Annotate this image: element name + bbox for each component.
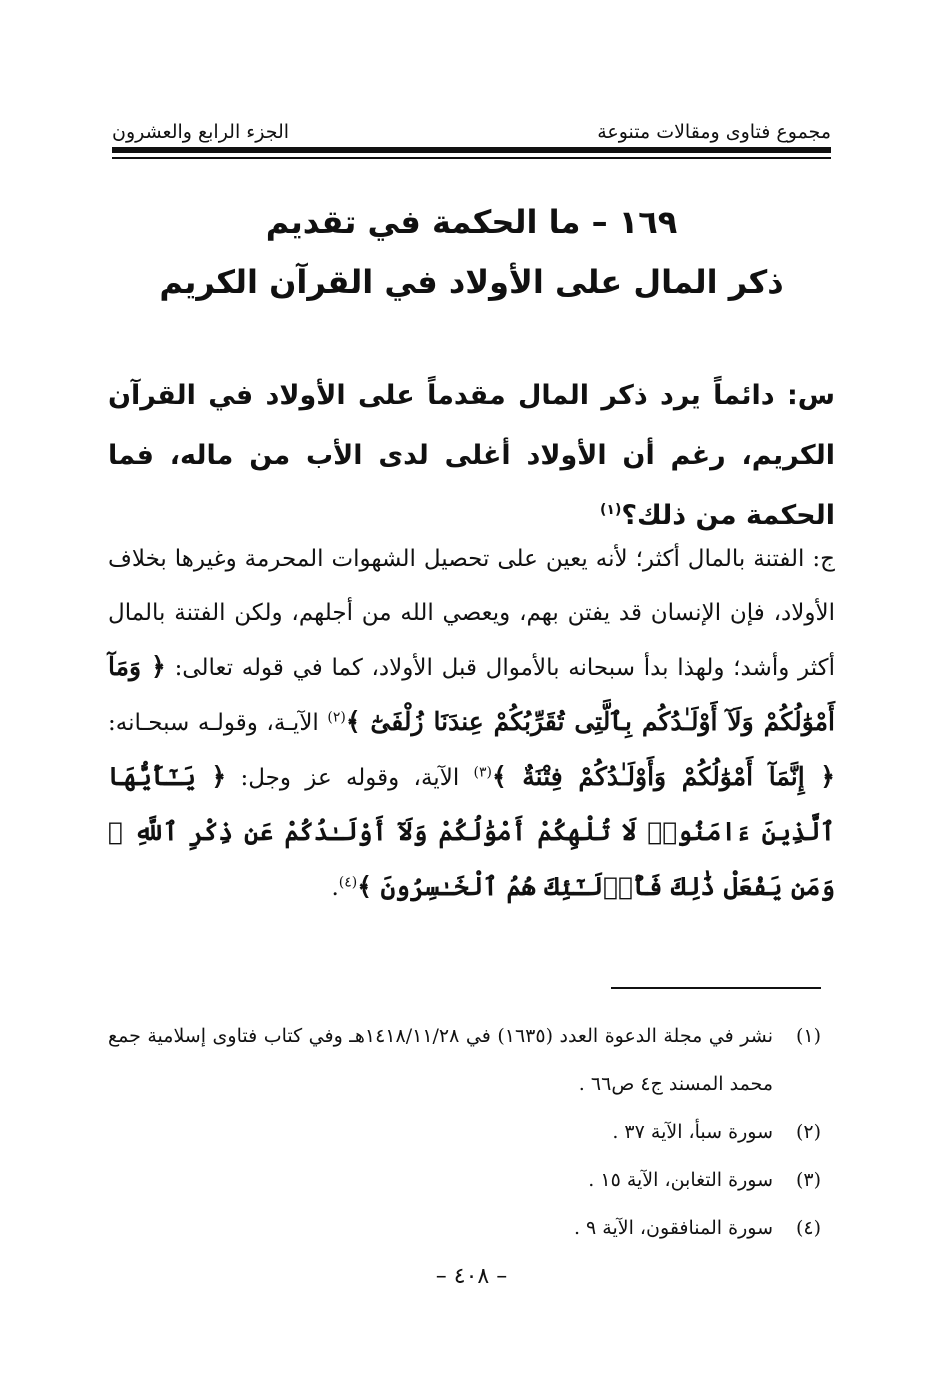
footnote-separator bbox=[611, 987, 821, 989]
question-paragraph bbox=[108, 366, 835, 546]
footnote-item bbox=[108, 1108, 821, 1156]
footnote-number: (٤) bbox=[795, 1217, 821, 1239]
answer-paragraph bbox=[108, 532, 835, 915]
volume-label: الجزء الرابع والعشرون bbox=[112, 121, 290, 143]
footnote-item bbox=[108, 1204, 821, 1252]
footnote-number: (١) bbox=[795, 1025, 821, 1047]
footnote-ref-2: (٢) bbox=[327, 709, 346, 726]
footnote-text: سورة المنافقون، الآية ٩ . bbox=[573, 1217, 773, 1239]
footnote-text: سورة التغابن، الآية ١٥ . bbox=[588, 1169, 773, 1191]
footnote-ref-4: (٤) bbox=[338, 874, 358, 891]
footnote-ref-1: (١) bbox=[600, 502, 622, 518]
quran-verse-1: ﴿ وَمَآ أَمْوَٰلُكُمْ وَلَآ أَوْلَـٰدُكُم بِٱلَّتِى تُقَرِّبُكُمْ عِندَنَا زُلْفَىٰٓ ﴾ bbox=[108, 652, 835, 736]
footnote-number: (٢) bbox=[795, 1121, 821, 1143]
header-rule-thin bbox=[112, 157, 831, 159]
footnote-text: سورة سبأ، الآية ٣٧ . bbox=[612, 1121, 773, 1143]
quran-verse-2: ﴿ إِنَّمَآ أَمْوَٰلُكُمْ وَأَوْلَـٰدُكُمْ فِتْنَةٌ ﴾ bbox=[491, 762, 836, 791]
footnote-ref-3: (٣) bbox=[473, 764, 492, 781]
running-header bbox=[112, 113, 831, 143]
page-number: – ٤٠٨ – bbox=[435, 1264, 508, 1289]
footnote-number: (٣) bbox=[795, 1169, 821, 1191]
footnotes bbox=[108, 1012, 821, 1252]
answer-text-2: الآيـة، وقولـه سبحـانه: bbox=[108, 710, 319, 736]
footnote-text: نشر في مجلة الدعوة العدد (١٦٣٥) في ١٤١٨/١١/٢٨هـ وفي كتاب فتاوى إسلامية جمع محمد المسند ج٤ ص٦٦ . bbox=[108, 1025, 773, 1095]
question-text: س: دائماً يرد ذكر المال مقدماً على الأولاد في القرآن الكريم، رغم أن الأولاد أغلى لدى الأب من ماله، فما الحكمة من ذلك؟ bbox=[108, 380, 835, 531]
fatwa-title bbox=[112, 192, 831, 312]
footnote-item bbox=[108, 1012, 821, 1108]
header-rule-thick bbox=[112, 147, 831, 153]
book-title: مجموع فتاوى ومقالات متنوعة bbox=[597, 121, 831, 143]
answer-end: . bbox=[331, 875, 339, 901]
title-line-2: ذكر المال على الأولاد في القرآن الكريم bbox=[159, 263, 784, 301]
footnote-item bbox=[108, 1156, 821, 1204]
title-line-1: ١٦٩ – ما الحكمة في تقديم bbox=[265, 203, 678, 241]
answer-text-3: الآية، وقوله عز وجل: bbox=[240, 765, 460, 791]
quran-verse-3: ﴿ يَـٰٓأَيُّهَا ٱلَّذِينَ ءَامَنُوا۟ لَا تُلْهِكُمْ أَمْوَٰلُكُمْ وَلَآ أَوْلَـٰدُكُمْ عَن ذِكْرِ ٱللَّهِ ۚ وَمَن يَفْعَلْ ذَٰلِكَ فَأُو۟لَـٰٓئِكَ هُمُ ٱلْخَـٰسِرُونَ ﴾ bbox=[108, 762, 835, 901]
answer-text: ج: الفتنة بالمال أكثر؛ لأنه يعين على تحصيل الشهوات المحرمة وغيرها بخلاف الأولاد، فإن الإنسان قد يفتن بهم، ويعصي الله من أجلهم، ولكن الفتنة بالمال أكثر وأشد؛ ولهذا بدأ سبحانه بالأموال قبل الأولاد، كما في قوله تعالى: bbox=[108, 546, 835, 681]
